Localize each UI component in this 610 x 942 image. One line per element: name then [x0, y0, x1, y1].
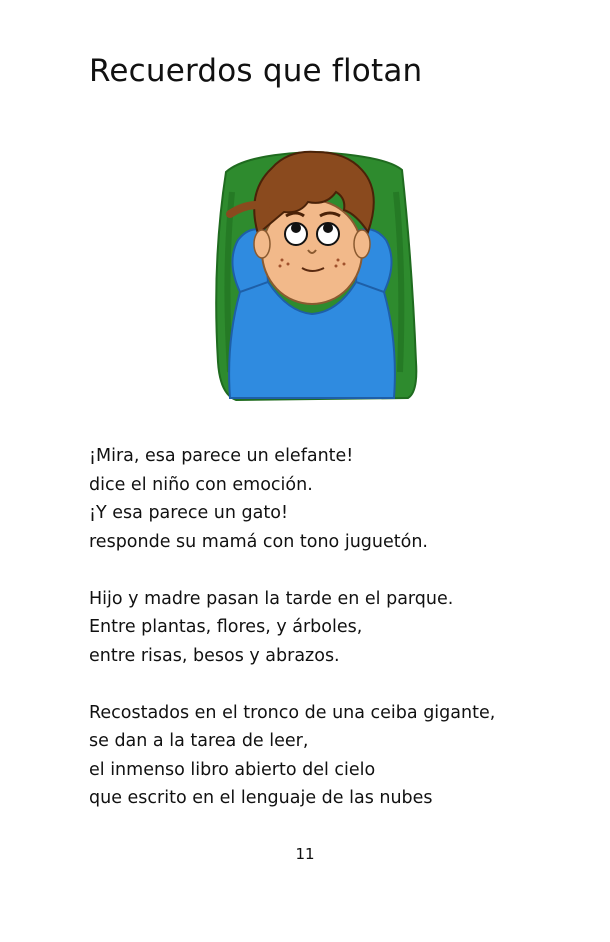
page-title: Recuerdos que flotan: [89, 53, 423, 89]
boy-looking-up-illustration: [196, 122, 428, 414]
stanza-2: [89, 585, 589, 671]
stanza-3: [89, 699, 589, 813]
poem-line: el inmenso libro abierto del cielo: [89, 759, 376, 780]
poem-line: ¡Mira, esa parece un elefante!: [89, 446, 354, 466]
poem-line: se dan a la tarea de leer,: [89, 731, 309, 751]
stanza-1: [89, 442, 589, 556]
poem-line: ¡Y esa parece un gato!: [89, 503, 288, 523]
poem: [89, 442, 589, 841]
poem-line: entre risas, besos y abrazos.: [89, 645, 340, 666]
poem-line: Hijo y madre pasan la tarde en el parque.: [89, 588, 454, 609]
poem-line: Recostados en el tronco de una ceiba gigante,: [89, 702, 496, 723]
poem-line: que escrito en el lenguaje de las nubes: [89, 788, 433, 808]
page-number: 11: [295, 845, 315, 863]
poem-line: dice el niño con emoción.: [89, 474, 313, 495]
poem-line: responde su mamá con tono juguetón.: [89, 531, 428, 552]
poem-line: Entre plantas, flores, y árboles,: [89, 617, 363, 637]
